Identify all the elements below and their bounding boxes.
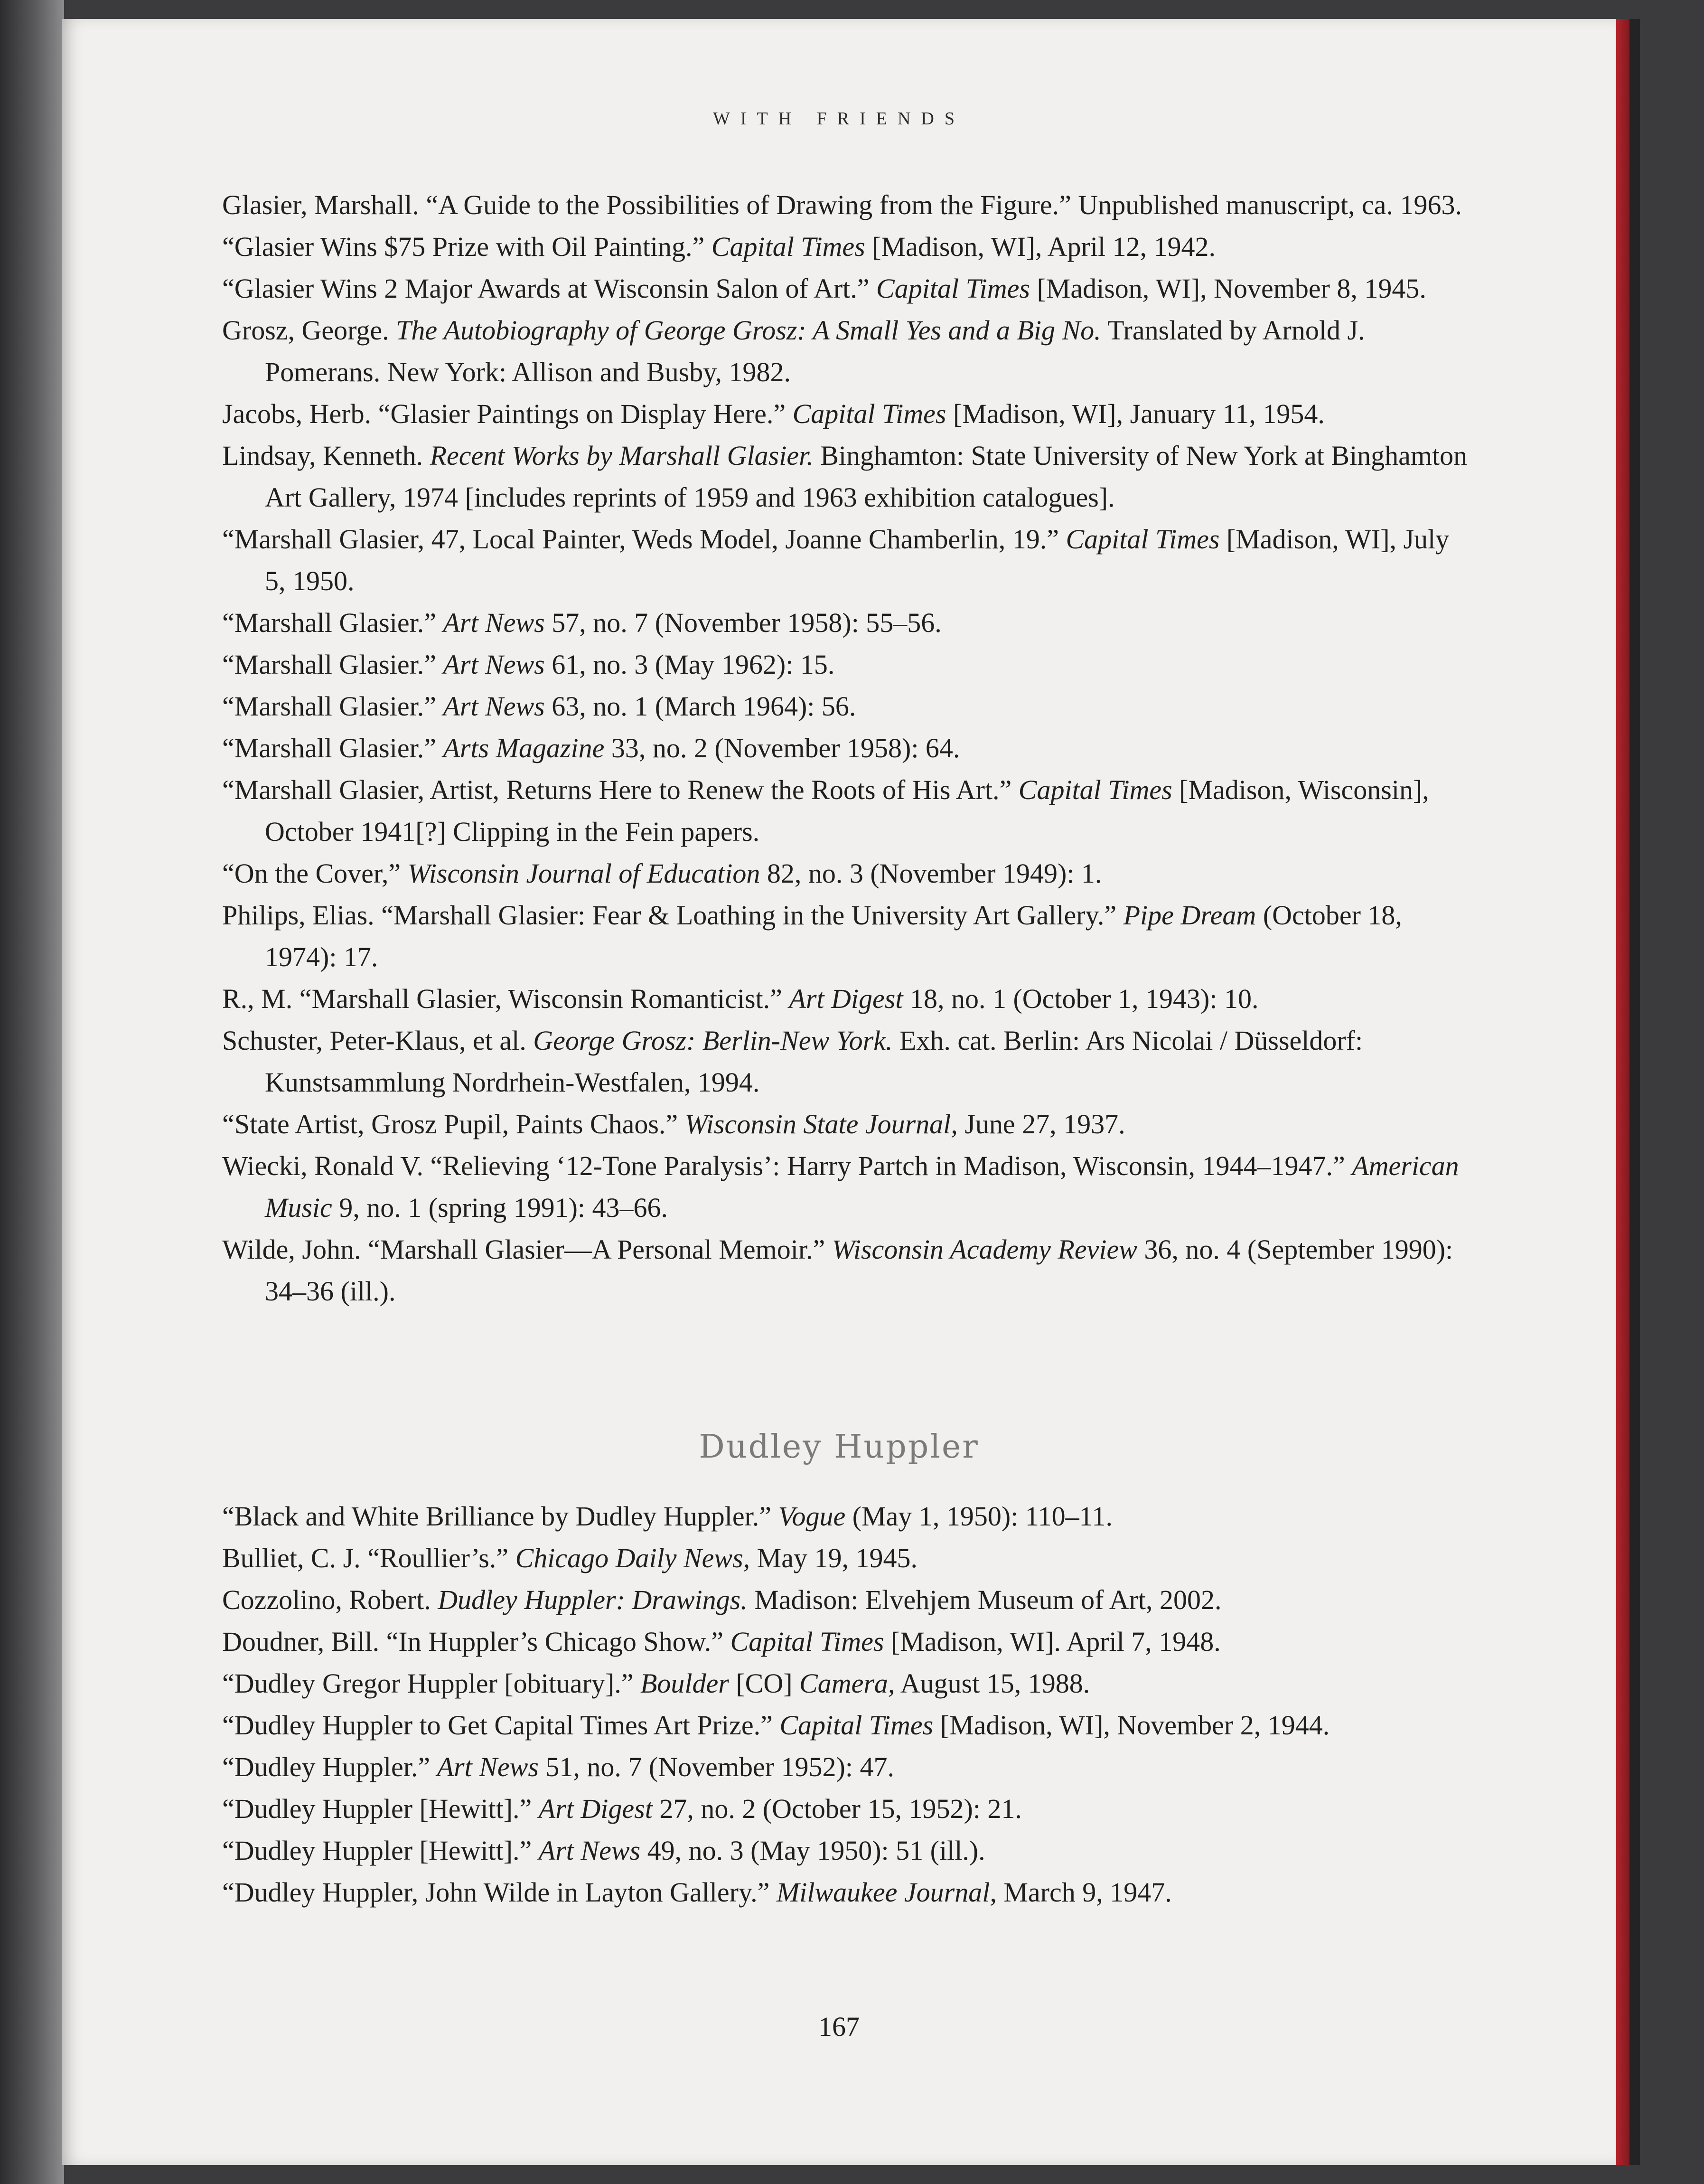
bibliography-entry <box>222 1020 1475 1103</box>
entry-title-italic: Capital Times <box>792 398 946 429</box>
entry-text: “Dudley Huppler.” <box>222 1751 437 1782</box>
running-head: WITH FRIENDS <box>712 109 965 129</box>
bibliography-entry <box>222 1579 1475 1621</box>
bibliography-entry <box>222 518 1475 602</box>
entry-text: 18, no. 1 (October 1, 1943): 10. <box>903 983 1259 1014</box>
entry-text: Cozzolino, Robert. <box>222 1584 438 1615</box>
entry-text: 82, no. 3 (November 1949): 1. <box>760 858 1102 889</box>
entry-title-italic: Art News <box>437 1751 539 1782</box>
entry-title-italic: Boulder <box>640 1668 729 1699</box>
entry-text: Jacobs, Herb. “Glasier Paintings on Display Here.” <box>222 398 793 429</box>
entry-text: “Black and White Brilliance by Dudley Huppler.” <box>222 1501 778 1532</box>
entry-title-italic: Art News <box>443 691 545 722</box>
entry-text: 36, no. 4 (September 1990): 34–36 (ill.). <box>265 1234 1453 1307</box>
entry-title-italic: Recent Works by Marshall Glasier. <box>430 440 814 471</box>
entry-text: 57, no. 7 (November 1958): 55–56. <box>544 607 942 638</box>
entry-title-italic: George Grosz: Berlin-New York. <box>533 1025 893 1056</box>
entry-title-italic: American Music <box>265 1150 1459 1223</box>
entry-text: “Dudley Huppler to Get Capital Times Art Prize.” <box>222 1710 780 1741</box>
entry-text: Wiecki, Ronald V. “Relieving ‘12-Tone Paralysis’: Harry Partch in Madison, Wisconsin, 1944–1947.” <box>222 1150 1352 1181</box>
bibliography-entry <box>222 1704 1475 1746</box>
entry-title-italic: Capital Times <box>730 1626 884 1657</box>
bibliography-entry <box>222 1103 1475 1145</box>
bibliography-entry <box>222 1145 1475 1229</box>
entry-text: “Marshall Glasier.” <box>222 691 443 722</box>
bibliography-entry <box>222 435 1475 518</box>
bibliography-entry <box>222 978 1475 1020</box>
entry-title-italic: Arts Magazine <box>443 733 605 763</box>
entry-text: Madison: Elvehjem Museum of Art, 2002. <box>747 1584 1222 1615</box>
entry-text: Bulliet, C. J. “Roullier’s.” <box>222 1543 515 1573</box>
entry-text: “Glasier Wins $75 Prize with Oil Painting.” <box>222 231 712 262</box>
entry-text: Philips, Elias. “Marshall Glasier: Fear & Loathing in the University Art Gallery.” <box>222 900 1124 931</box>
entry-text: “State Artist, Grosz Pupil, Paints Chaos.” <box>222 1109 685 1139</box>
entry-text: “Dudley Huppler [Hewitt].” <box>222 1793 539 1824</box>
entry-text: Translated by Arnold J. Pomerans. New York: Allison and Busby, 1982. <box>265 315 1365 387</box>
entry-title-italic: Wisconsin State Journal, <box>684 1109 958 1139</box>
bibliography-entry <box>222 393 1475 435</box>
entry-text: (May 1, 1950): 110–11. <box>845 1501 1113 1532</box>
glasier-bibliography <box>222 184 1475 1312</box>
book-spine-shadow <box>0 0 64 2184</box>
page-edge-red <box>1616 19 1629 2165</box>
entry-title-italic: Pipe Dream <box>1123 900 1256 931</box>
entry-title-italic: Capital Times <box>876 273 1030 304</box>
entry-text: [CO] <box>729 1668 800 1699</box>
entry-text: [Madison, WI], November 2, 1944. <box>933 1710 1330 1741</box>
huppler-bibliography <box>222 1496 1475 1913</box>
bibliography-entry <box>222 1663 1475 1704</box>
entry-text: 33, no. 2 (November 1958): 64. <box>604 733 960 763</box>
entry-title-italic: Art News <box>443 607 545 638</box>
entry-text: Glasier, Marshall. “A Guide to the Possibilities of Drawing from the Figure.” Unpublished manuscript, ca. 1963. <box>222 189 1462 220</box>
entry-text: [Madison, WI]. April 7, 1948. <box>884 1626 1221 1657</box>
bibliography-entry <box>222 894 1475 978</box>
entry-text: June 27, 1937. <box>957 1109 1125 1139</box>
bibliography-entry <box>222 1830 1475 1872</box>
entry-text: Schuster, Peter-Klaus, et al. <box>222 1025 534 1056</box>
bibliography-entry <box>222 1872 1475 1913</box>
entry-title-italic: Camera, <box>799 1668 895 1699</box>
entry-title-italic: Wisconsin Journal of Education <box>407 858 760 889</box>
page-number: 167 <box>818 2011 860 2042</box>
entry-text: May 19, 1945. <box>750 1543 918 1573</box>
entry-text: [Madison, WI], January 11, 1954. <box>946 398 1325 429</box>
entry-text: Grosz, George. <box>222 315 396 346</box>
entry-text: [Madison, WI], November 8, 1945. <box>1030 273 1426 304</box>
entry-text: 9, no. 1 (spring 1991): 43–66. <box>332 1192 668 1223</box>
bibliography-entry <box>222 602 1475 644</box>
entry-text: “Glasier Wins 2 Major Awards at Wisconsin Salon of Art.” <box>222 273 877 304</box>
bibliography-entry <box>222 686 1475 727</box>
bibliography-entry <box>222 226 1475 268</box>
entry-title-italic: Milwaukee Journal, <box>776 1877 997 1908</box>
bibliography-entry <box>222 769 1475 853</box>
bibliography-entry <box>222 1537 1475 1579</box>
entry-text: “Marshall Glasier, 47, Local Painter, Weds Model, Joanne Chamberlin, 19.” <box>222 524 1066 555</box>
entry-text: 63, no. 1 (March 1964): 56. <box>544 691 856 722</box>
entry-title-italic: Art Digest <box>789 983 903 1014</box>
entry-title-italic: Chicago Daily News, <box>515 1543 750 1573</box>
entry-title-italic: Art News <box>538 1835 641 1866</box>
entry-title-italic: Art Digest <box>538 1793 653 1824</box>
section-heading: Dudley Huppler <box>699 1428 979 1466</box>
entry-text: Lindsay, Kenneth. <box>222 440 430 471</box>
entry-text: “On the Cover,” <box>222 858 408 889</box>
entry-text: [Madison, WI], April 12, 1942. <box>865 231 1216 262</box>
entry-text: “Dudley Gregor Huppler [obituary].” <box>222 1668 640 1699</box>
entry-title-italic: Wisconsin Academy Review <box>832 1234 1137 1265</box>
entry-title-italic: The Autobiography of George Grosz: A Small Yes and a Big No. <box>396 315 1101 346</box>
entry-text: “Marshall Glasier.” <box>222 649 443 680</box>
page-edge-dark <box>1629 19 1640 2165</box>
entry-title-italic: Capital Times <box>779 1710 934 1741</box>
bibliography-entry <box>222 268 1475 310</box>
bibliography-entry <box>222 644 1475 686</box>
bibliography-entry <box>222 184 1475 226</box>
bibliography-entry <box>222 1496 1475 1537</box>
entry-text: R., M. “Marshall Glasier, Wisconsin Romanticist.” <box>222 983 789 1014</box>
entry-title-italic: Capital Times <box>1018 774 1172 805</box>
entry-text: “Dudley Huppler [Hewitt].” <box>222 1835 539 1866</box>
entry-title-italic: Vogue <box>778 1501 846 1532</box>
entry-title-italic: Dudley Huppler: Drawings. <box>438 1584 748 1615</box>
entry-text: “Marshall Glasier, Artist, Returns Here to Renew the Roots of His Art.” <box>222 774 1019 805</box>
bibliography-entry <box>222 1746 1475 1788</box>
entry-text: Binghamton: State University of New York at Binghamton Art Gallery, 1974 [includes reprints of 1959 and 1963 exhibition catalogues]. <box>265 440 1468 513</box>
entry-text: Exh. cat. Berlin: Ars Nicolai / Düsseldorf: Kunstsammlung Nordrhein-Westfalen, 1994. <box>265 1025 1363 1098</box>
entry-text: [Madison, WI], July 5, 1950. <box>265 524 1450 596</box>
entry-text: August 15, 1988. <box>895 1668 1090 1699</box>
entry-text: 61, no. 3 (May 1962): 15. <box>544 649 835 680</box>
entry-text: “Marshall Glasier.” <box>222 607 443 638</box>
entry-text: “Dudley Huppler, John Wilde in Layton Gallery.” <box>222 1877 777 1908</box>
bibliography-entry <box>222 727 1475 769</box>
entry-text: March 9, 1947. <box>996 1877 1172 1908</box>
entry-text: (October 18, 1974): 17. <box>265 900 1402 972</box>
entry-title-italic: Art News <box>443 649 545 680</box>
entry-text: 27, no. 2 (October 15, 1952): 21. <box>652 1793 1022 1824</box>
entry-text: 51, no. 7 (November 1952): 47. <box>538 1751 894 1782</box>
entry-text: Doudner, Bill. “In Huppler’s Chicago Show.” <box>222 1626 730 1657</box>
bibliography-entry <box>222 310 1475 393</box>
book-page <box>62 19 1616 2165</box>
entry-text: [Madison, Wisconsin], October 1941[?] Clipping in the Fein papers. <box>265 774 1429 847</box>
bibliography-entry <box>222 1229 1475 1312</box>
entry-text: 49, no. 3 (May 1950): 51 (ill.). <box>640 1835 985 1866</box>
entry-text: Wilde, John. “Marshall Glasier—A Personal Memoir.” <box>222 1234 832 1265</box>
entry-title-italic: Capital Times <box>1066 524 1220 555</box>
bibliography-entry <box>222 853 1475 894</box>
entry-title-italic: Capital Times <box>711 231 865 262</box>
bibliography-entry <box>222 1788 1475 1830</box>
entry-text: “Marshall Glasier.” <box>222 733 443 763</box>
bibliography-entry <box>222 1621 1475 1663</box>
